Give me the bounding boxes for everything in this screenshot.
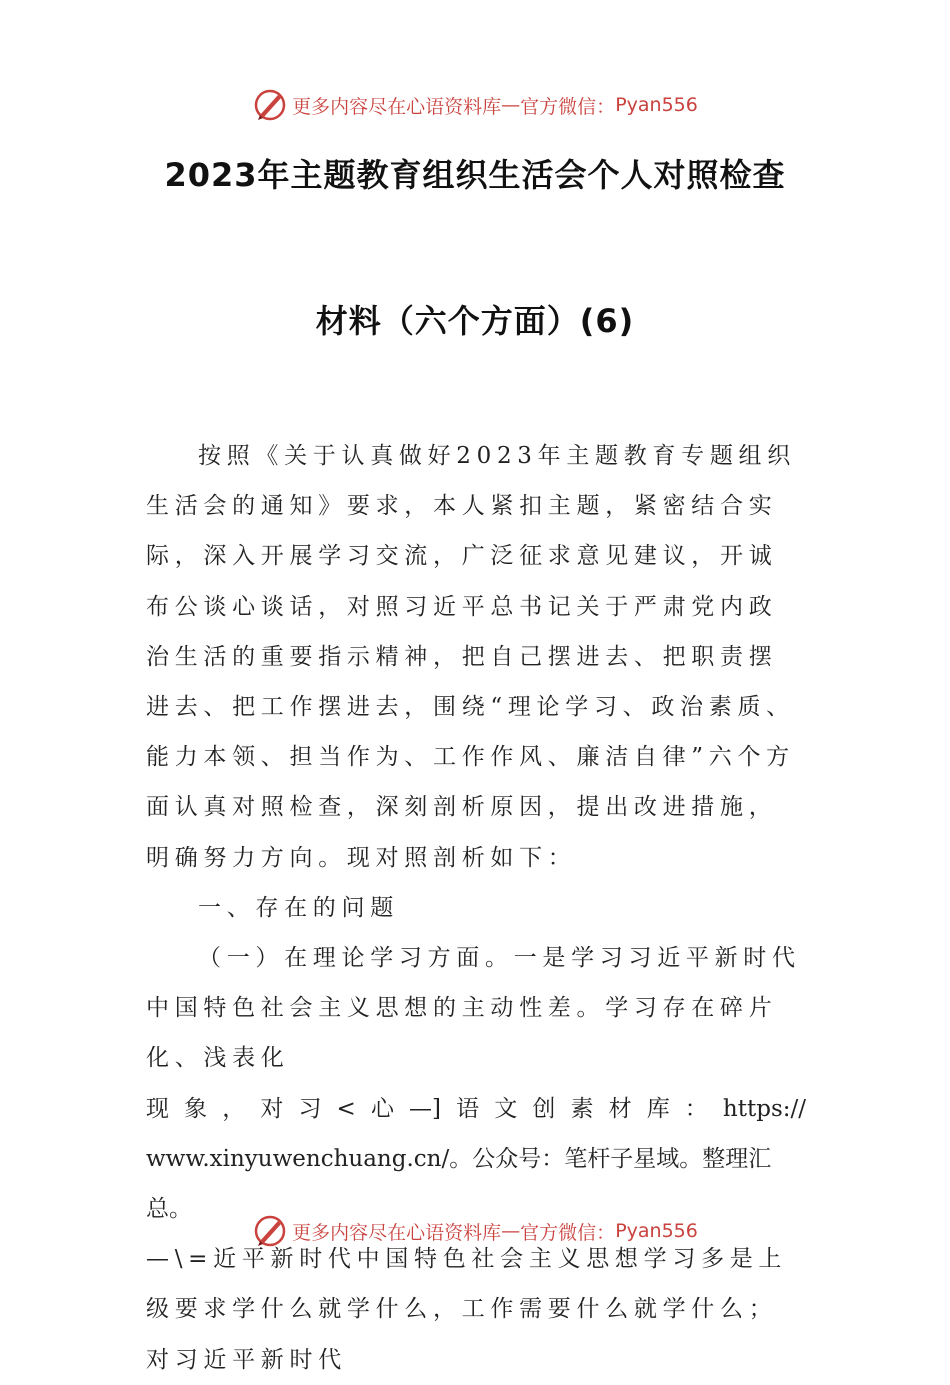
- pen-logo-icon: [252, 87, 288, 123]
- header-watermark-banner: [0, 85, 950, 125]
- banner-wechat-id: Pyan556: [615, 94, 698, 116]
- paragraph-theory-justified-line: 现象，对习<心—]语文创素材库：https://: [146, 1095, 806, 1122]
- section-heading: 一、存在的问题: [198, 894, 399, 921]
- banner-text: 更多内容尽在心语资料库: [292, 1221, 502, 1244]
- pen-logo-icon: [252, 1213, 288, 1249]
- banner-dash: —: [501, 1220, 521, 1242]
- banner-wechat-label: 官方微信：: [520, 1221, 616, 1244]
- intro-paragraph: 按照《关于认真做好2023年主题教育专题组织生活会的通知》要求，本人紧扣主题，紧密结合实际，深入开展学习交流，广泛征求意见建议，开诚布公谈心谈话，对照习近平总书记关于严肃党内政治生活的重要指示精神，把自己摆进去、把职责摆进去、把工作摆进去，围绕“理论学习、政治素质、能力本领、担当作为、工作作风、廉洁自律”六个方面认真对照检查，深刻剖析原因，提出改进措施，明确努力方向。现对照剖析如下：: [146, 443, 796, 871]
- paragraph-theory-end: —\=近平新时代中国特色社会主义思想学习多是上级要求学什么就学什么，工作需要什么就学什么；对习近平新时代: [146, 1246, 788, 1373]
- paragraph-theory-url-line: www.xinyuwenchuang.cn/。公众号：笔杆子星域。整理汇总。: [146, 1145, 772, 1223]
- footer-watermark-banner: [0, 1211, 950, 1251]
- banner-wechat-id: Pyan556: [615, 1220, 698, 1242]
- banner-wechat-label: 官方微信：: [520, 95, 616, 118]
- banner-dash: —: [501, 94, 521, 116]
- document-title-line2: 材料（六个方面）(6): [315, 302, 635, 340]
- document-title-line1: 2023年主题教育组织生活会个人对照检查: [164, 156, 786, 194]
- banner-text: 更多内容尽在心语资料库: [292, 95, 502, 118]
- paragraph-theory-start: （一）在理论学习方面。一是学习习近平新时代中国特色社会主义思想的主动性差。学习存在碎片化、浅表化: [146, 945, 801, 1072]
